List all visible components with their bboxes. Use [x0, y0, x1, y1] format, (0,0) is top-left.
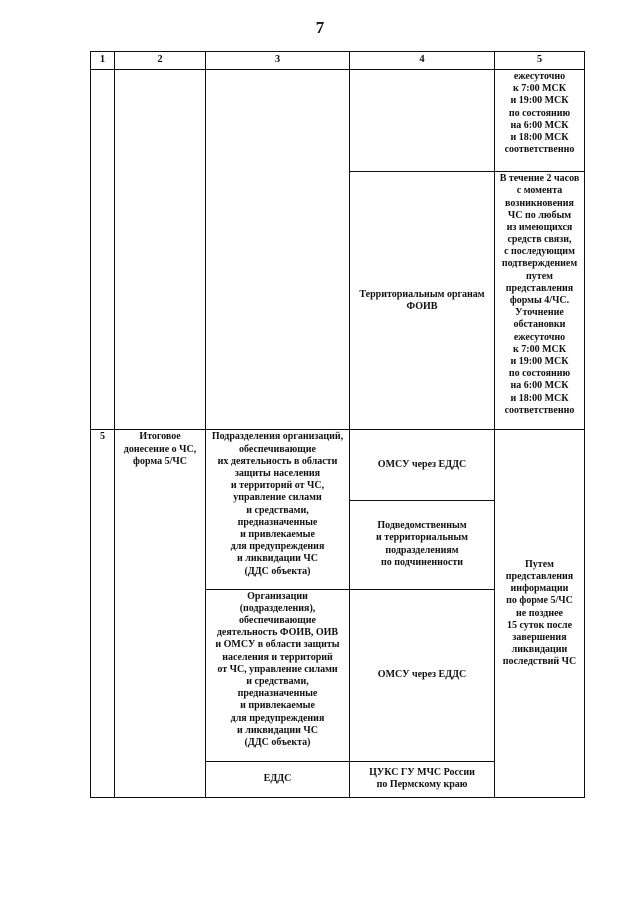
- row-5-subject-eddc: ЕДДС: [206, 761, 350, 797]
- header-col-4: 4: [350, 52, 495, 70]
- row-a-title-cell: [115, 70, 206, 430]
- table-row: [91, 430, 585, 500]
- row-a-deadline-1: ежесуточно к 7:00 МСК и 19:00 МСК по состоянию на 6:00 МСК и 18:00 МСК соответственно: [495, 70, 585, 172]
- row-5-recipient-podved: Подведомственным и территориальным подразделениям по подчиненности: [350, 500, 495, 589]
- row-5-recipient-omsu-1: ОМСУ через ЕДДС: [350, 430, 495, 500]
- row-5-recipient-omsu-2: ОМСУ через ЕДДС: [350, 589, 495, 761]
- row-5-recipient-tsuks: ЦУКС ГУ МЧС России по Пермскому краю: [350, 761, 495, 797]
- row-5-title: Итоговое донесение о ЧС, форма 5/ЧС: [115, 430, 206, 798]
- row-a-subject-cell: [206, 70, 350, 430]
- data-table: [90, 51, 585, 798]
- header-col-5: 5: [495, 52, 585, 70]
- row-a-recipient-foiv: Территориальным органам ФОИВ: [350, 172, 495, 430]
- table-row: [91, 70, 585, 172]
- page-number: 7: [315, 18, 325, 37]
- row-a-deadline-2: В течение 2 часов с момента возникновения ЧС по любым из имеющихся средств связи, с последующим подтверждением путем представления формы 4/ЧС. Уточнение обстановки ежесуточно к 7:00 МСК и 19:00 МСК по состоянию на 6:00 МСК и 18:00 МСК соответственно: [495, 172, 585, 430]
- row-5-num: 5: [91, 430, 115, 798]
- row-5-subject-2: Организации (подразделения), обеспечивающие деятельность ФОИВ, ОИВ и ОМСУ в области защиты населения и территорий от ЧС, управление силами и средствами, предназначенные и привлекаемые для предупреждения и ликвидации ЧС (ДДС объекта): [206, 589, 350, 761]
- header-row: [91, 52, 585, 70]
- row-a-recipient-cell-1: [350, 70, 495, 172]
- header-col-2: 2: [115, 52, 206, 70]
- row-5-subject-1: Подразделения организаций, обеспечивающие их деятельность в области защиты населения и территорий от ЧС, управление силами и средствами, предназначенные и привлекаемые для предупреждения и ликвидации ЧС (ДДС объекта): [206, 430, 350, 589]
- header-col-1: 1: [91, 52, 115, 70]
- header-col-3: 3: [206, 52, 350, 70]
- row-5-deadline: Путем представления информации по форме 5/ЧС не позднее 15 суток после завершения ликвидации последствий ЧС: [495, 430, 585, 798]
- row-a-num-cell: [91, 70, 115, 430]
